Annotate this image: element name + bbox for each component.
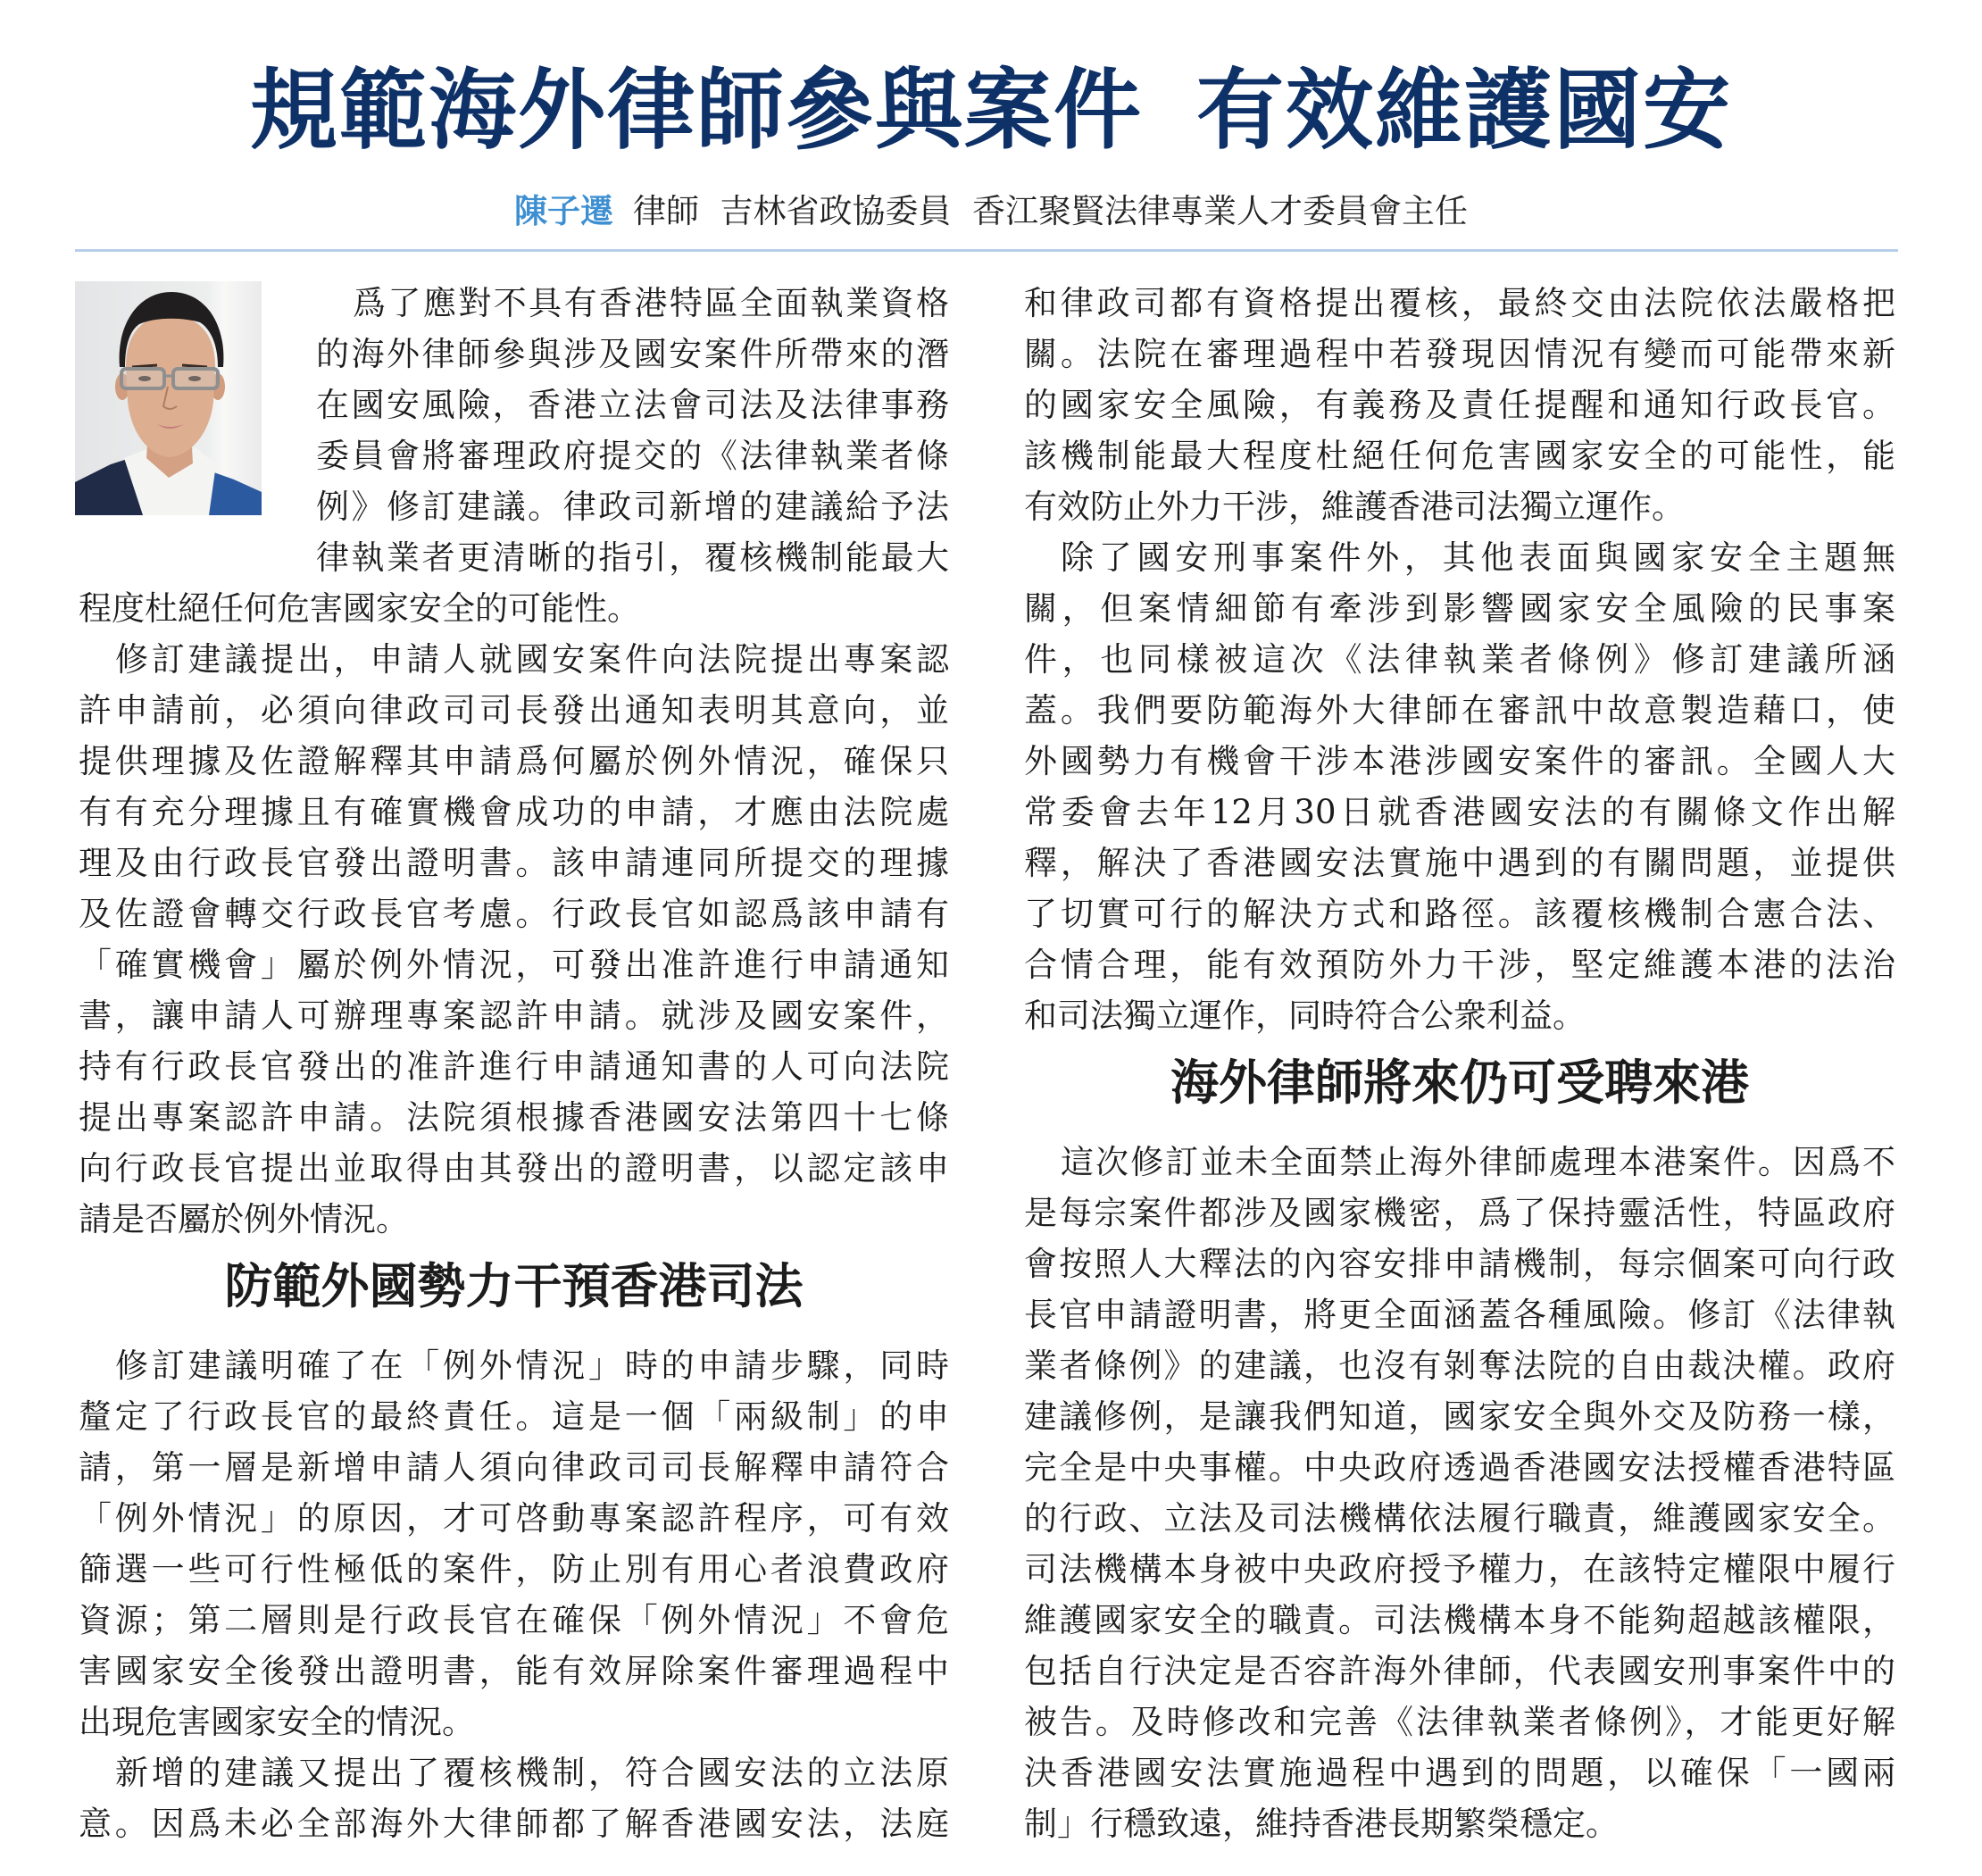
paragraph (79, 634, 949, 1245)
text-line: 的國家安全風險，有義務及責任提醒和通知行政長官。 (1024, 386, 1895, 424)
text-line: 理及由行政長官發出證明書。該申請連同所提交的理據 (79, 844, 949, 882)
text-line: 提供理據及佐證解釋其申請爲何屬於例外情況，確保只 (79, 742, 949, 780)
text-line: 書，讓申請人可辦理專案認許申請。就涉及國安案件， (79, 996, 949, 1035)
text-line: 蓋。我們要防範海外大律師在審訊中故意製造藉口，使 (1024, 691, 1895, 730)
text-line: 合情合理，能有效預防外力干涉，堅定維護本港的法治 (1024, 946, 1895, 984)
text-line: 請是否屬於例外情況。 (79, 1200, 409, 1238)
text-line: 資源；第二層則是行政長官在確保「例外情況」不會危 (79, 1601, 949, 1639)
text-line: 了切實可行的解決方式和路徑。該覆核機制合憲合法、 (1024, 895, 1895, 933)
text-line: 修訂建議明確了在「例外情況」時的申請步驟，同時 (115, 1347, 949, 1385)
text-line: 釋，解決了香港國安法實施中遇到的有關問題，並提供 (1024, 844, 1895, 882)
text-line: 及佐證會轉交行政長官考慮。行政長官如認爲該申請有 (79, 895, 949, 933)
paragraph (79, 1747, 949, 1849)
right-column (1024, 278, 1895, 1849)
text-line: 委員會將審理政府提交的《法律執業者條 (316, 437, 949, 475)
text-line: 有有充分理據且有確實機會成功的申請，才應由法院處 (79, 793, 949, 831)
text-line: 請，第一層是新增申請人須向律政司司長解釋申請符合 (79, 1448, 949, 1487)
text-line: 的海外律師參與涉及國安案件所帶來的潛 (316, 335, 949, 373)
paragraph (1024, 1137, 1895, 1849)
text-line: 制」行穩致遠，維持香港長期繁榮穩定。 (1024, 1805, 1619, 1843)
text-line: 維護國家安全的職責。司法機構本身不能夠超越該權限， (1024, 1601, 1895, 1639)
text-line: 新增的建議又提出了覆核機制，符合國安法的立法原 (115, 1754, 949, 1792)
text-line: 被告。及時修改和完善《法律執業者條例》，才能更好解 (1024, 1703, 1895, 1741)
text-line: 會按照人大釋法的內容安排申請機制，每宗個案可向行政 (1024, 1245, 1895, 1283)
text-line: 意。因爲未必全部海外大律師都了解香港國安法，法庭 (79, 1805, 949, 1843)
text-line: 關，但案情細節有牽涉到影響國家安全風險的民事案 (1024, 589, 1895, 628)
text-line: 「確實機會」屬於例外情況，可發出准許進行申請通知 (79, 946, 949, 984)
text-line: 關。法院在審理過程中若發現因情況有變而可能帶來新 (1024, 335, 1895, 373)
article-headline: 規範海外律師參與案件 有效維護國安 (249, 60, 1733, 162)
paragraph (1024, 278, 1895, 532)
header-divider (75, 249, 1898, 252)
text-line: 該機制能最大程度杜絕任何危害國家安全的可能性，能 (1024, 437, 1895, 475)
author-name: 陳子遷 (513, 192, 613, 230)
text-line: 和司法獨立運作，同時符合公衆利益。 (1024, 996, 1586, 1035)
text-line: 和律政司都有資格提出覆核，最終交由法院依法嚴格把 (1024, 284, 1895, 322)
text-line: 是每宗案件都涉及國家機密，爲了保持靈活性，特區政府 (1024, 1194, 1895, 1232)
text-line: 建議修例，是讓我們知道，國家安全與外交及防務一樣， (1024, 1397, 1895, 1436)
byline (0, 189, 1982, 234)
text-line: 長官申請證明書，將更全面涵蓋各種風險。修訂《法律執 (1024, 1296, 1895, 1334)
text-line: 完全是中央事權。中央政府透過香港國安法授權香港特區 (1024, 1448, 1895, 1487)
paragraph (79, 1340, 949, 1747)
text-line: 修訂建議提出，申請人就國安案件向法院提出專案認 (115, 640, 949, 679)
text-line: 向行政長官提出並取得由其發出的證明書，以認定該申 (79, 1149, 949, 1188)
text-line: 篩選一些可行性極低的案件，防止別有用心者浪費政府 (79, 1550, 949, 1588)
text-line: 害國家安全後發出證明書，能有效屏除案件審理過程中 (79, 1652, 949, 1690)
section-subheading: 海外律師將來仍可受聘來港 (1170, 1055, 1749, 1111)
text-line: 程度杜絕任何危害國家安全的可能性。 (79, 589, 640, 628)
text-line: 釐定了行政長官的最終責任。這是一個「兩級制」的申 (79, 1397, 949, 1436)
text-line: 司法機構本身被中央政府授予權力，在該特定權限中履行 (1024, 1550, 1895, 1588)
section-subheading: 防範外國勢力干預香港司法 (224, 1258, 804, 1314)
text-line: 業者條例》的建議，也沒有剝奪法院的自由裁決權。政府 (1024, 1347, 1895, 1385)
text-line: 這次修訂並未全面禁止海外律師處理本港案件。因爲不 (1061, 1143, 1895, 1181)
text-line: 包括自行決定是否容許海外律師，代表國安刑事案件中的 (1024, 1652, 1895, 1690)
text-line: 除了國安刑事案件外，其他表面與國家安全主題無 (1061, 538, 1895, 577)
paragraph (1024, 532, 1895, 1041)
text-line: 決香港國安法實施過程中遇到的問題，以確保「一國兩 (1024, 1754, 1895, 1792)
text-line: 許申請前，必須向律政司司長發出通知表明其意向，並 (79, 691, 949, 730)
paragraph (79, 278, 949, 634)
text-line: 出現危害國家安全的情況。 (79, 1703, 475, 1741)
text-line: 外國勢力有機會干涉本港涉國安案件的審訊。全國人大 (1024, 742, 1895, 780)
text-line: 常委會去年12月30日就香港國安法的有關條文作出解 (1024, 793, 1895, 831)
author-titles: 律師 吉林省政協委員 香江聚賢法律專業人才委員會主任 (632, 192, 1469, 230)
text-line: 提出專案認許申請。法院須根據香港國安法第四十七條 (79, 1098, 949, 1137)
left-column (79, 278, 949, 1849)
text-line: 「例外情況」的原因，才可啓動專案認許程序，可有效 (79, 1499, 949, 1538)
text-line: 的行政、立法及司法機構依法履行職責，維護國家安全。 (1024, 1499, 1895, 1538)
text-line: 在國安風險，香港立法會司法及法律事務 (316, 386, 949, 424)
text-line: 律執業者更清晰的指引，覆核機制能最大 (316, 538, 949, 577)
text-line: 持有行政長官發出的准許進行申請通知書的人可向法院 (79, 1047, 949, 1086)
text-line: 爲了應對不具有香港特區全面執業資格 (353, 284, 949, 322)
text-line: 例》修訂建議。律政司新增的建議給予法 (316, 488, 949, 526)
text-line: 有效防止外力干涉，維護香港司法獨立運作。 (1024, 488, 1685, 526)
text-line: 件，也同樣被這次《法律執業者條例》修訂建議所涵 (1024, 640, 1895, 679)
